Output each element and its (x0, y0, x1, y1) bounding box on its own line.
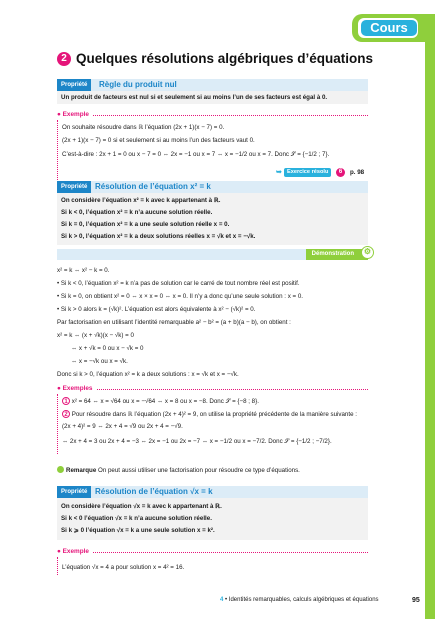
example-line: (2x + 4)² = 9 ⇔ 2x + 4 = √9 ou 2x + 4 = −√9. (62, 423, 183, 430)
example-line (62, 397, 259, 406)
chapter-footer: 4 • Identités remarquables, calculs algébriques et équations (220, 597, 379, 603)
property-body (57, 193, 368, 245)
example-line: L’équation √x = 4 a pour solution x = 4² = 16. (62, 564, 185, 571)
demo-line: ⇔ x + √k = 0 ou x − √k = 0 (71, 345, 144, 352)
demo-line: • Si k = 0, on obtient x² = 0 ⇔ x × x = 0 ⇔ x = 0. Il n’y a donc qu’une seule solution : x = 0. (57, 293, 304, 300)
property-bullet: Si k ⩾ 0 l’équation √x = k a une seule solution x = k². (61, 527, 215, 534)
exercise-link[interactable]: Exercice résolu (284, 168, 331, 177)
demo-line: ⇔ x = −√k ou x = √k. (71, 358, 128, 365)
property-tag: Propriété (57, 79, 91, 91)
demo-line: • Si k < 0, l’équation x² = k n’a pas de solution car le carré de tout nombre réel est positif. (57, 280, 300, 287)
example-line: C’est-à-dire : 2x + 1 = 0 ou x − 7 = 0 ⇔ 2x = −1 ou x = 7 ⇔ x = −1/2 ou x = 7. Donc 𝒮 = {−1/2 ; 7}. (62, 151, 330, 158)
examples-heading: ● Exemples (57, 385, 93, 392)
property-bullet: Si k < 0, l’équation x² = k n’a aucune solution réelle. (61, 209, 213, 216)
example-marker: 1 (62, 397, 70, 405)
demo-label: Démonstration (311, 251, 354, 257)
remark-icon (57, 466, 64, 473)
property-header (57, 79, 368, 91)
property-header (57, 181, 368, 193)
section-title: Quelques résolutions algébriques d’équations (76, 51, 374, 66)
example-marker: 2 (62, 410, 70, 418)
property-title: Résolution de l’équation x² = k (95, 182, 211, 191)
example-text: Pour résoudre dans ℝ l’équation (2x + 4)² = 9, on utilise la propriété précédente de la manière suivante : (71, 411, 357, 418)
property-tag: Propriété (57, 181, 91, 193)
demo-line: Par factorisation en utilisant l’identité remarquable a² − b² = (a + b)(a − b), on obtient : (57, 319, 291, 326)
example-line: (2x + 1)(x − 7) = 0 si et seulement si au moins l’un des facteurs vaut 0. (62, 137, 255, 144)
example-rule (93, 115, 368, 116)
property-text: On considère l’équation x² = k avec k appartenant à ℝ. (61, 197, 221, 204)
example-label: Exemple (62, 111, 89, 118)
demo-line: • Si k > 0 alors k = (√k)². L’équation est alors équivalente à x² − (√k)² = 0. (57, 306, 256, 313)
demo-bar (57, 247, 372, 260)
exercise-number[interactable]: 6 (336, 168, 345, 177)
examples-label: Exemples (62, 385, 93, 392)
cours-tab (352, 14, 435, 42)
property-text: Un produit de facteurs est nul si et seulement si au moins l’un de ses facteurs est égal à 0. (61, 94, 328, 101)
property-header (57, 486, 368, 498)
example-margin (57, 557, 58, 575)
demo-line: x² = k ⇔ (x + √k)(x − √k) = 0 (57, 332, 134, 339)
property-title: Règle du produit nul (99, 80, 177, 89)
property-bullet: Si k > 0, l’équation x² = k a deux solutions réelles x = √k et x = −√k. (61, 233, 256, 240)
example-text: x² = 64 ⇔ x = √64 ou x = −√64 ⇔ x = 8 ou x = −8. Donc 𝒮 = {−8 ; 8}. (71, 398, 259, 405)
example-rule (93, 552, 368, 553)
demo-line: Donc si k > 0, l’équation x² = k a deux solutions : x = √k et x = −√k. (57, 371, 239, 378)
example-label: Exemple (62, 548, 89, 555)
remark-label: Remarque (66, 467, 97, 474)
example-line: ⇔ 2x + 4 = 3 ou 2x + 4 = −3 ⇔ 2x = −1 ou 2x = −7 ⇔ x = −1/2 ou x = −7/2. Donc 𝒮 = {−1/2 ; −7/2}. (62, 438, 332, 445)
chapter-title: Identités remarquables, calculs algébriques et équations (228, 597, 379, 603)
side-bar (425, 42, 435, 619)
property-bullet: Si k = 0, l’équation x² = k a une seule solution réelle x = 0. (61, 221, 230, 228)
gear-icon: ⚙ (361, 246, 374, 259)
property-tag: Propriété (57, 486, 91, 498)
exercise-page[interactable]: p. 98 (350, 169, 365, 176)
remark-text: On peut aussi utiliser une factorisation pour résoudre ce type d’équations. (98, 467, 300, 474)
examples-rule (97, 389, 368, 390)
example-line: On souhaite résoudre dans ℝ l’équation (2x + 1)(x − 7) = 0. (62, 124, 225, 131)
example-line (62, 410, 357, 419)
example-margin (57, 120, 58, 180)
example-heading: ● Exemple (57, 111, 89, 118)
demo-line: x² = k ⇔ x² − k = 0. (57, 267, 110, 274)
property-text: On considère l’équation √x = k avec k appartenant à ℝ. (61, 503, 222, 510)
remark (57, 466, 300, 475)
demo-tag (306, 249, 368, 260)
property-title: Résolution de l’équation √x = k (95, 487, 213, 496)
property-body (57, 91, 368, 104)
arrow-icon: ➥ (276, 169, 282, 176)
section-number: 2 (57, 52, 71, 66)
cours-label: Cours (361, 20, 417, 36)
property-bullet: Si k < 0 l’équation √x = k n’a aucune solution réelle. (61, 515, 212, 522)
example-heading: ● Exemple (57, 548, 89, 555)
property-body (57, 498, 368, 540)
page-number: 95 (412, 597, 420, 604)
examples-margin (57, 394, 58, 454)
chapter-number: 4 (220, 597, 224, 603)
